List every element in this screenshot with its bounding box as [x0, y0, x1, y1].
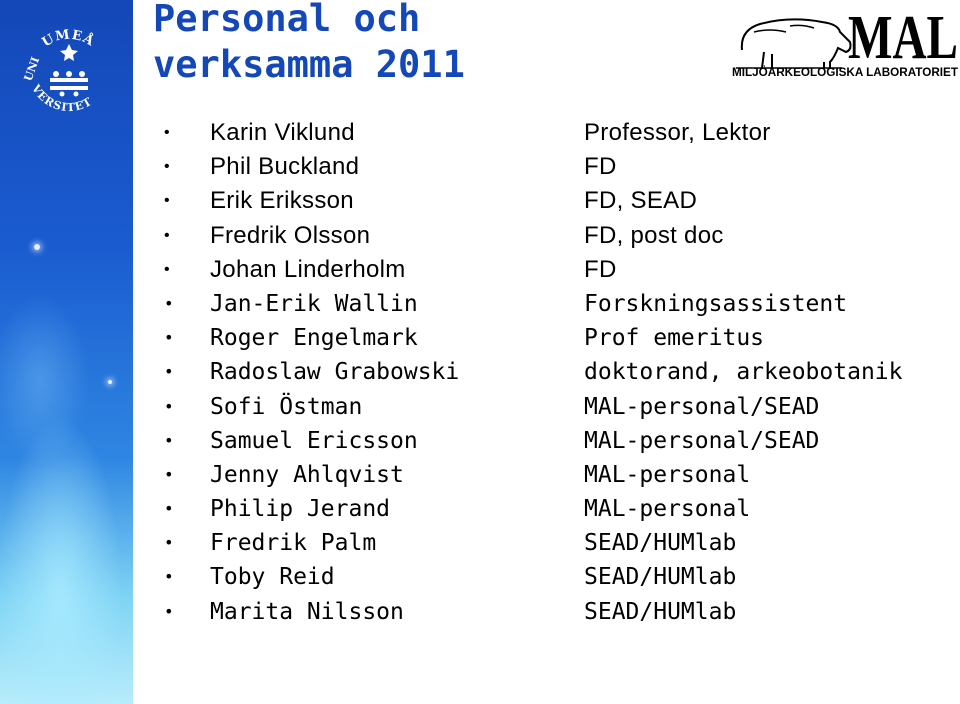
- staff-name: Samuel Ericsson: [210, 427, 418, 454]
- seal-emblem-icon: [50, 44, 88, 97]
- bullet-icon: •: [164, 260, 170, 278]
- staff-role: Professor, Lektor: [584, 119, 771, 146]
- staff-role: FD: [584, 153, 617, 181]
- staff-name: Phil Buckland: [210, 153, 360, 181]
- staff-role: MAL-personal: [584, 496, 751, 523]
- staff-role: Forskningsassistent: [584, 290, 848, 317]
- bullet-icon: •: [164, 328, 174, 348]
- bullet-icon: •: [164, 464, 174, 484]
- staff-role: MAL-personal/SEAD: [584, 393, 820, 420]
- page-title: [153, 0, 465, 88]
- page-title-line-1: Personal och: [153, 0, 421, 40]
- staff-name: Erik Eriksson: [210, 187, 354, 215]
- bullet-icon: •: [164, 533, 174, 553]
- bullet-icon: •: [164, 567, 174, 587]
- staff-role: MAL-personal: [584, 461, 751, 488]
- page-title-line-2: verksamma 2011: [153, 43, 465, 86]
- bullet-icon: •: [164, 124, 170, 141]
- mal-logo: [730, 2, 960, 80]
- staff-name: Roger Engelmark: [210, 325, 418, 352]
- staff-role: SEAD/HUMlab: [584, 598, 737, 625]
- logo-wordmark: MAL: [848, 4, 958, 72]
- university-seal-logo: [14, 18, 124, 128]
- bullet-icon: •: [164, 293, 174, 313]
- staff-name: Radoslaw Grabowski: [210, 359, 460, 386]
- seal-text-left: UNI: [21, 55, 43, 83]
- bullet-icon: •: [164, 499, 174, 519]
- staff-name: Jenny Ahlqvist: [210, 461, 404, 488]
- logo-subtitle: MILJÖARKEOLOGISKA LABORATORIET: [732, 67, 955, 79]
- bullet-icon: •: [164, 430, 174, 450]
- staff-role: MAL-personal/SEAD: [584, 427, 820, 454]
- staff-role: FD, SEAD: [584, 187, 698, 215]
- staff-role: FD, post doc: [584, 221, 724, 249]
- staff-role: Prof emeritus: [584, 325, 765, 352]
- staff-name: Sofi Östman: [210, 393, 363, 420]
- sparkle-icon: [108, 380, 112, 384]
- seal-text-top: UMEÅ: [39, 27, 98, 51]
- staff-name: Fredrik Palm: [210, 530, 377, 557]
- bullet-icon: •: [164, 192, 170, 210]
- bullet-icon: •: [164, 362, 174, 382]
- staff-name: Philip Jerand: [210, 496, 391, 523]
- staff-role: FD: [584, 255, 617, 283]
- staff-name: Fredrik Olsson: [210, 221, 371, 249]
- sparkle-icon: [34, 244, 40, 250]
- staff-role: doktorand, arkeobotanik: [584, 359, 903, 386]
- bullet-icon: •: [164, 226, 170, 244]
- bullet-icon: •: [164, 601, 174, 621]
- staff-name: Toby Reid: [210, 564, 335, 591]
- decorative-side-band: [0, 0, 133, 704]
- staff-name: Jan-Erik Wallin: [210, 290, 418, 317]
- staff-name: Johan Linderholm: [210, 255, 406, 283]
- bullet-icon: •: [164, 396, 174, 416]
- staff-role: SEAD/HUMlab: [584, 564, 737, 591]
- cow-icon: [736, 19, 851, 68]
- bullet-icon: •: [164, 158, 170, 176]
- staff-name: Karin Viklund: [210, 119, 355, 146]
- seal-text-bottom: VERSITET: [29, 82, 95, 115]
- staff-role: SEAD/HUMlab: [584, 530, 737, 557]
- staff-name: Marita Nilsson: [210, 598, 404, 625]
